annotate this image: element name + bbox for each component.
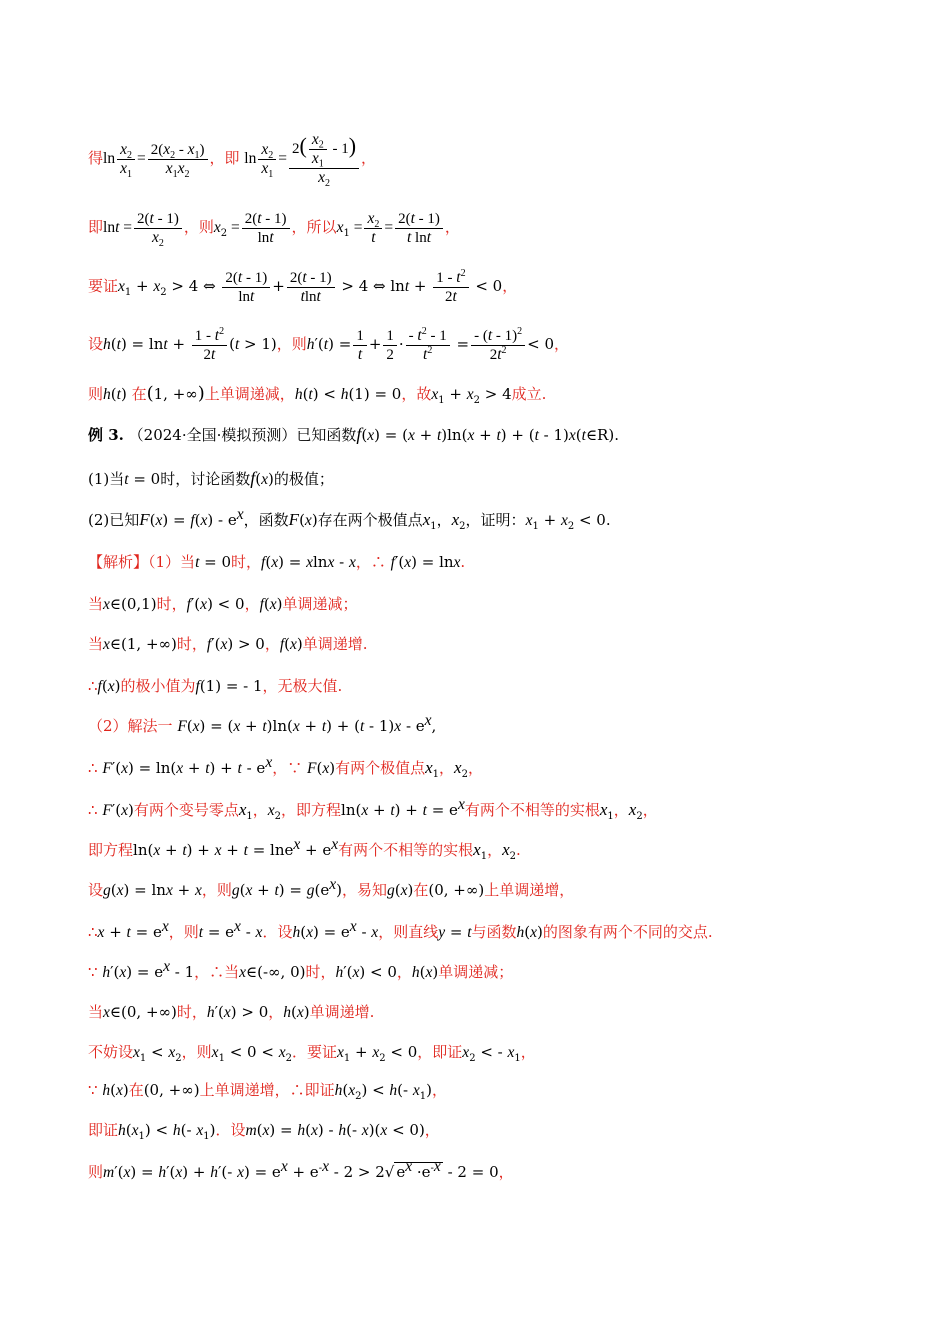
line-12: ∴f(x)的极小值为f(1) = - 1，无极大值. (88, 677, 343, 695)
text: 上单调递增， (484, 881, 575, 899)
text: 的图象有两个不同的交点. (542, 923, 713, 941)
text: 单调递减； (438, 963, 514, 981)
line-17: 设g(x) = lnx + x，则$g(x + t) = g(e^x)$，易知g(x)在(0, +∞)上单调递增， (88, 876, 575, 899)
text: ．设 (262, 923, 293, 941)
text: ，则 (183, 218, 214, 236)
text: ∴ (88, 923, 98, 941)
text: 上单调递增，∴即证 (199, 1081, 335, 1099)
line-16: 即方程$\ln(x + t) + x + t = \ln e^x + e^x$有两个不相等的实根$x_1$，$x_2$. (88, 836, 521, 862)
text: ，所以 (291, 218, 337, 236)
text: 时， (231, 553, 262, 571)
text: 单调递减； (282, 595, 358, 613)
text: ，∵ (272, 759, 303, 777)
line-7: (1)当t = 0时，讨论函数f(x)的极值； (88, 468, 334, 488)
text: 与函数 (471, 923, 517, 941)
text: 在 (131, 385, 147, 403)
line-10: 当x∈(0,1)时，f′(x) < 0，f(x)单调递减； (88, 595, 358, 613)
text: ，易知 (341, 881, 387, 899)
text: 有两个极值点 (335, 759, 426, 777)
line-8: (2)已知$F(x) = f(x) - e^x$，函数F(x)存在两个极值点$x_1$，$x_2$，证明：$x_1 + x_2 < 0$. (88, 506, 611, 532)
text: 不妨设 (88, 1043, 134, 1061)
text: 时，讨论函数 (160, 470, 251, 488)
line-5: 则h(t) 在(1, +∞)上单调递减，h(t) < h(1) = 0，故$x_1 + x_2 > 4$成立. (88, 383, 547, 406)
text: 上单调递减， (204, 385, 295, 403)
text: 时， (176, 635, 207, 653)
text: 要证 (88, 277, 119, 295)
text: ， (268, 1003, 284, 1021)
text: 设 (88, 881, 104, 899)
line-20: 当x∈(0, +∞)时，h′(x) > 0，h(x)单调递增. (88, 1003, 375, 1021)
example-label: 例 3. (88, 426, 124, 444)
text: 成立. (511, 385, 547, 403)
line-1: 得ln $\frac{x_2}{x_1}$ = $\frac{2(x_2 - x_1)}{x_1x_2}$ ，即 ln $\frac{x_2}{x_1}$ = 2( $\frac{x_2}{x_1}$ - 1) $x_2$ ， (88, 131, 377, 189)
text: ，证明： (465, 511, 526, 529)
text: (2)已知 (88, 511, 140, 529)
text: 即 (88, 218, 104, 236)
text: 单调递增. (302, 635, 368, 653)
text: 得 (88, 149, 104, 167)
text: ．要证 (291, 1043, 337, 1061)
text: ， (487, 841, 503, 859)
line-18: ∴x + $t = e^x$，则$t = e^x - x$．设$h(x) = e^x - x$，则直线y = t与函数h(x)的图象有两个不同的交点. (88, 918, 713, 941)
text: . (605, 511, 611, 529)
text: ，即方程 (281, 801, 342, 819)
line-24: 则m′(x) = h′(x) + h′(- $x) = e^x + e^{-x} - 2 > 2√$ $e^x \cdot e^{-x} - 2 = 0$， (88, 1158, 514, 1181)
line-22: ∵ h(x)在(0, +∞)上单调递增，∴即证$h(x_2) < h(-$ $x_1$)， (88, 1081, 448, 1102)
text: ∴ (88, 677, 98, 695)
text: ， (467, 759, 483, 777)
text: 单调递增. (309, 1003, 375, 1021)
text: ， (498, 1163, 514, 1181)
text: ， (264, 635, 280, 653)
line-19: ∵ $h'(x) = e^x - 1$，∴当x∈(-∞, 0)时，h′(x) < 0，h(x)单调递减； (88, 958, 514, 981)
text: （2）解法一 (88, 717, 173, 735)
text: (1)当 (88, 470, 125, 488)
line-21: 不妨设$x_1 < x_2$，则$x_1 < 0 < x_2$．要证$x_1 + x_2 < 0$，即证$x_2$ < - $x_1$， (88, 1043, 536, 1064)
text: ，故 (401, 385, 432, 403)
line-11: 当x∈(1, +∞)时，f′(x) > 0，f(x)单调递增. (88, 635, 368, 653)
text: ， (520, 1043, 536, 1061)
text: 则 (88, 1163, 104, 1181)
line-15: ∴ F′(x)有两个变号零点$x_1$，$x_2$，即方程$\ln(x + t) + t = e^x$有两个不相等的实根$x_1$，$x_2$， (88, 796, 658, 822)
text: ，则 (201, 881, 232, 899)
text: ∴ (88, 759, 98, 777)
text: . (614, 426, 619, 444)
text: ，即 (209, 149, 240, 167)
line-3: 要证$x_1 + x_2 > 4$ ⇔ $\frac{2(t - 1)}{\ln t}$ + $\frac{2(t - 1)}{tlnt}$ > 4 ⇔ lnt + $\frac{1 - t^2}{2t}$ < 0， (88, 267, 518, 305)
text: ， (613, 801, 629, 819)
text: 即方程 (88, 841, 134, 859)
text: ．设 (215, 1121, 246, 1139)
text: 当 (88, 635, 104, 653)
line-2: 即lnt = $\frac{2(t - 1)}{x_2}$ ，则$x_2$ = $\frac{2(t - 1)}{\ln t}$ ，所以$x_1$ = $\frac{x_2}{t}$ = $\frac{2(t - 1)}{\text{t lnt}}$ ， (88, 209, 460, 249)
analysis-tag: 【解析】 (88, 553, 149, 571)
text: 有两个不相等的实根 (464, 801, 600, 819)
text: ， (424, 1121, 440, 1139)
text: ∴ (370, 553, 386, 571)
text: ，∴当 (194, 963, 240, 981)
text: ， (554, 335, 570, 353)
text: 时， (176, 1003, 207, 1021)
line-14: ∴ $F'(x) = \ln(x + t) + t - e^x$，∵ F(x)有两个极值点$x_1$，$x_2$， (88, 754, 483, 780)
text: 有两个不相等的实根 (338, 841, 474, 859)
text: ， (361, 149, 377, 167)
text: （2024·全国·模拟预测）已知函数 (128, 426, 357, 444)
text: . (460, 553, 466, 571)
text: 的极值； (273, 470, 334, 488)
text: ，则 (181, 1043, 212, 1061)
text: 存在两个极值点 (317, 511, 423, 529)
text: 当 (88, 1003, 104, 1021)
text: ∴ (88, 801, 98, 819)
text: 即证 (88, 1121, 119, 1139)
text: ， (436, 511, 452, 529)
text: ∵ (88, 963, 98, 981)
text: 当 (88, 595, 104, 613)
text: （1）当 (148, 553, 196, 571)
text: 设 (88, 335, 104, 353)
text: ， (244, 595, 260, 613)
text: 的极小值为 (120, 677, 196, 695)
text: . (516, 841, 521, 859)
text: ， (396, 963, 412, 981)
text: 时， (305, 963, 336, 981)
text: ，即证 (417, 1043, 463, 1061)
text: ，则 (168, 923, 199, 941)
text: ， (642, 801, 658, 819)
text: ， (252, 801, 268, 819)
text: ，无极大值. (262, 677, 343, 695)
text: ，函数 (243, 511, 289, 529)
text: ∵ (88, 1081, 98, 1099)
text: 时， (156, 595, 187, 613)
text: ， (502, 277, 518, 295)
text: ， (439, 759, 455, 777)
text: 则 (88, 385, 104, 403)
text: ，则 (276, 335, 307, 353)
line-23: 即证$h(x_1) < h(-$ $x_1$)．设m(x) = h(x) - h(- x)(x < 0)， (88, 1121, 440, 1142)
line-13: （2）解法一 $F(x) = (x + t)\ln(x + t) + (t - 1)x - e^x$, (88, 712, 437, 735)
text: 有两个变号零点 (133, 801, 239, 819)
text: ， (444, 218, 460, 236)
text: ， (355, 553, 371, 571)
text: ，则直线 (378, 923, 439, 941)
line-6: 例 3. （2024·全国·模拟预测）已知函数f(x) = (x + t)ln(x + t) + (t - 1)x(t∈R). (88, 424, 619, 444)
line-9: 【解析】（1）当t = 0时，f(x) = xlnx - x，∴ f′(x) = lnx. (88, 553, 466, 571)
text: 在 (128, 1081, 144, 1099)
line-4: 设h(t) = lnt + $\frac{1 - t^2}{2t}$ (t > 1)，则h′(t) = $\frac{1}{t}$ + $\frac{1}{2}$ · $\frac{- t^2 - 1}{t^2}$ = $\frac{- (t - 1)^2}{2t^2}$ < 0， (88, 325, 570, 363)
text: 在 (413, 881, 429, 899)
text: ， (432, 1081, 448, 1099)
